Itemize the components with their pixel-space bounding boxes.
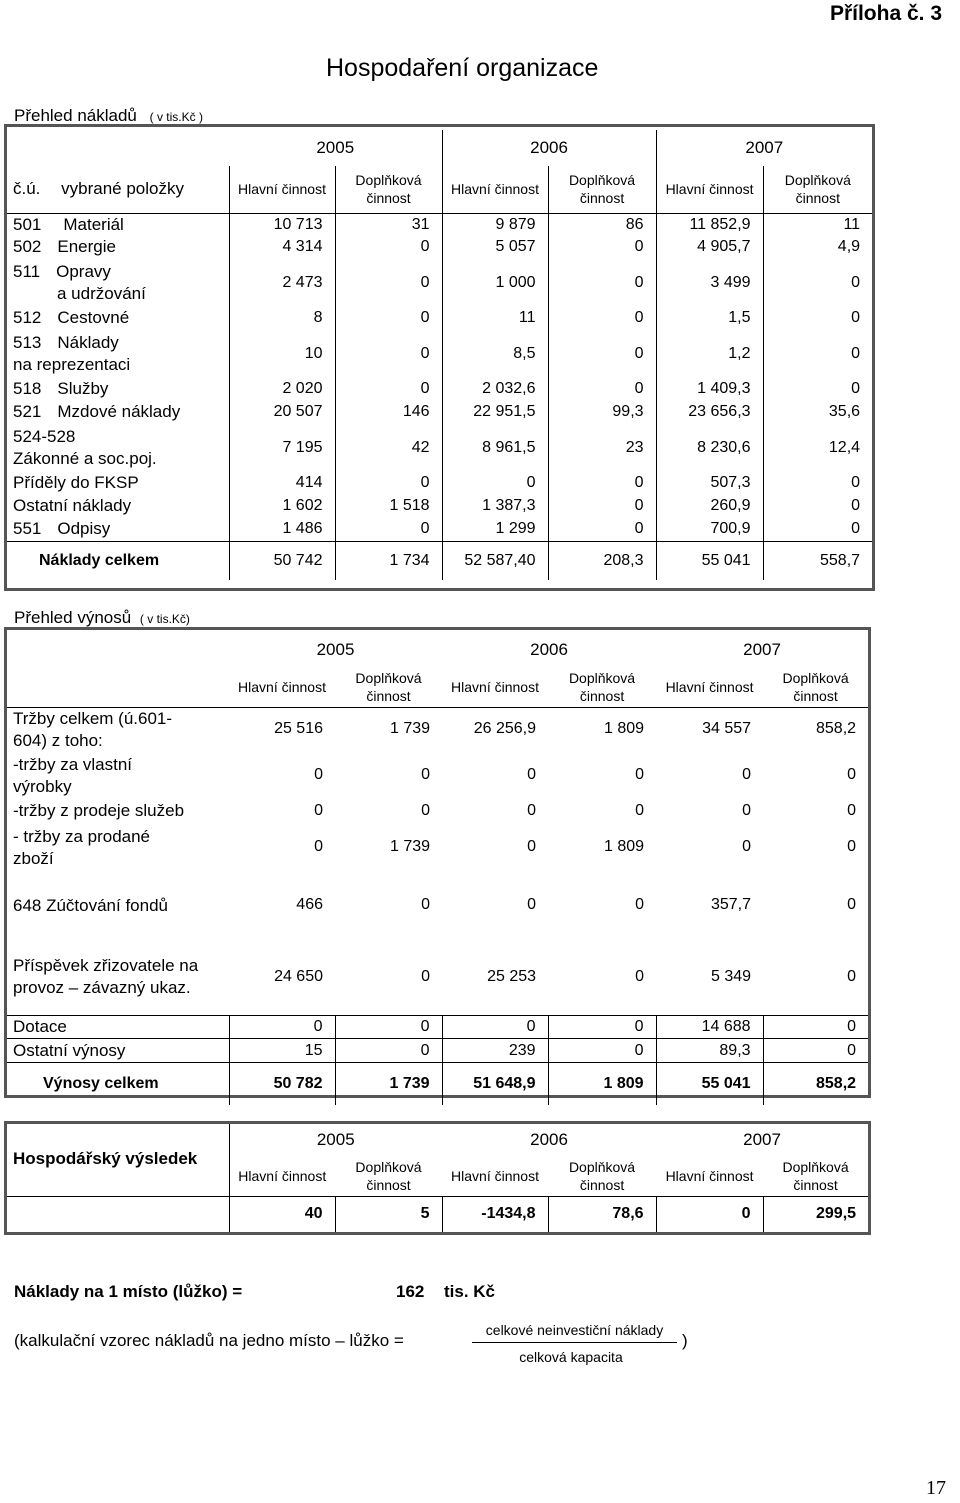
costs-value: 0: [442, 472, 548, 495]
costs-row-line1: [13, 307, 225, 329]
revenue-value: 0: [548, 1016, 656, 1039]
costs-value: 0: [763, 259, 872, 307]
costs-row-line2: Zákonné a soc.poj.: [13, 449, 157, 468]
revenue-value: 24 650: [274, 967, 323, 985]
page-number: 17: [926, 1477, 946, 1499]
costs-year-row: [7, 130, 872, 166]
result-value: 0: [656, 1196, 763, 1232]
costs-value: 0: [548, 307, 656, 330]
costs-value: 22 951,5: [442, 401, 548, 424]
costs-header-row: [7, 166, 872, 213]
formula-prefix: (kalkulační vzorec nákladů na jedno místo – lůžko =: [14, 1331, 404, 1350]
revenue-row-label: [7, 873, 229, 939]
costs-row-text: Materiál: [63, 214, 124, 234]
costs-row-code: 502: [13, 237, 42, 257]
costs-value: 1,2: [656, 330, 763, 378]
revenue-col-main-2006: Hlavní činnost: [451, 678, 539, 695]
costs-value: 1 000: [442, 259, 548, 307]
costs-value: 8 230,6: [656, 424, 763, 472]
costs-row-code: 524-528: [13, 426, 76, 446]
revenue-row: [7, 1016, 868, 1039]
costs-row-code: 513: [13, 332, 42, 352]
revenue-value: 0: [635, 766, 645, 784]
formula-denominator: celková kapacita: [519, 1349, 623, 1365]
revenue-value: 0: [847, 838, 857, 856]
result-col-main-2007: Hlavní činnost: [665, 1167, 754, 1184]
revenue-value: 0: [847, 766, 857, 784]
revenue-row-text: -tržby z prodeje služeb: [13, 801, 185, 821]
revenue-value: 25 516: [274, 720, 323, 738]
costs-value: 0: [548, 236, 656, 259]
costs-year-2005: 2005: [316, 138, 355, 158]
revenue-value: 0: [421, 801, 431, 819]
costs-value: 11 852,9: [656, 213, 763, 236]
revenue-value: 1 739: [389, 720, 431, 738]
revenue-row: [7, 1039, 868, 1063]
costs-row-label: [7, 213, 229, 236]
costs-row-line1: [13, 214, 225, 236]
revenue-value: 0: [847, 896, 857, 914]
result-year-2007: 2007: [743, 1130, 781, 1150]
costs-value: 0: [763, 495, 872, 518]
costs-row: [7, 424, 872, 472]
costs-row-text: Příděly do FKSP: [13, 473, 139, 493]
costs-value: 0: [335, 259, 442, 307]
costs-row-line2: a udržování: [57, 284, 146, 303]
costs-col-main-2007: Hlavní činnost: [656, 166, 763, 213]
revenue-value: 14 688: [656, 1016, 763, 1039]
revenue-row: [7, 823, 868, 873]
revenue-value: 0: [847, 967, 857, 985]
result-value: 299,5: [763, 1196, 868, 1232]
costs-total-label: Náklady celkem: [39, 551, 160, 569]
page-title: Hospodaření organizace: [326, 54, 599, 82]
costs-value: 0: [763, 307, 872, 330]
revenue-value: 15: [229, 1039, 335, 1063]
costs-value: 4 905,7: [656, 236, 763, 259]
costs-total-value: 52 587,40: [442, 541, 548, 580]
costs-row-label: [7, 330, 229, 378]
costs-row-text: Mzdové náklady: [57, 402, 181, 422]
costs-row-text: Služby: [57, 379, 109, 399]
revenue-value: 26 256,9: [473, 720, 537, 738]
revenue-row: [7, 800, 868, 823]
result-year-row: [7, 1124, 868, 1156]
costs-value: 1 299: [442, 518, 548, 541]
costs-value: 2 020: [229, 378, 335, 401]
revenue-value: 89,3: [656, 1039, 763, 1063]
revenue-unit: ( v tis.Kč): [139, 612, 190, 626]
revenue-year-2007: 2007: [743, 640, 781, 660]
result-col-supp-2005: Doplňková činnost: [355, 1158, 422, 1193]
revenue-col-main-2007: Hlavní činnost: [665, 678, 754, 695]
costs-value: 2 032,6: [442, 378, 548, 401]
revenue-row-label: [7, 800, 229, 823]
revenue-row-text: Tržby celkem (ú.601-604) z toho:: [13, 708, 173, 750]
costs-value: 31: [335, 213, 442, 236]
costs-value: 8,5: [442, 330, 548, 378]
costs-row-label: [7, 307, 229, 330]
costs-heading: [14, 106, 203, 126]
costs-value: 11: [763, 213, 872, 236]
revenue-value: 0: [421, 967, 431, 985]
result-value: 5: [335, 1196, 442, 1232]
costs-total-value: 1 734: [335, 541, 442, 580]
revenue-value: 0: [314, 766, 323, 784]
costs-row: [7, 307, 872, 330]
costs-value: 7 195: [229, 424, 335, 472]
costs-value: 2 473: [229, 259, 335, 307]
formula-suffix: ): [682, 1331, 688, 1350]
revenue-value: 1 739: [389, 838, 431, 856]
costs-total-value: 208,3: [548, 541, 656, 580]
costs-row: [7, 330, 872, 378]
revenue-header-row: [7, 667, 868, 707]
costs-body: [7, 213, 872, 541]
costs-row-line1: [13, 332, 225, 354]
revenue-row-text: 648 Zúčtování fondů: [13, 895, 169, 915]
revenue-row-text: Příspěvek zřizovatele na provoz – závazný ukaz.: [13, 955, 199, 997]
costs-row-label: [7, 472, 229, 495]
costs-row-label: [7, 518, 229, 541]
revenue-value: 0: [742, 766, 752, 784]
result-col-supp-2007: Doplňková činnost: [782, 1158, 849, 1193]
revenue-value: 0: [527, 801, 537, 819]
costs-value: 1 518: [335, 495, 442, 518]
revenue-row-label: [7, 752, 229, 800]
costs-value: 700,9: [656, 518, 763, 541]
costs-row: [7, 401, 872, 424]
costs-value: 11: [442, 307, 548, 330]
revenue-value: 0: [335, 1039, 442, 1063]
costs-value: 5 057: [442, 236, 548, 259]
costs-row-text: Odpisy: [57, 519, 111, 539]
costs-value: 23: [548, 424, 656, 472]
result-col-supp-2006: Doplňková činnost: [568, 1158, 636, 1193]
revenue-total-value: 51 648,9: [442, 1063, 548, 1105]
costs-row-label: [7, 259, 229, 307]
costs-row-label: [7, 495, 229, 518]
revenue-row-label: [7, 823, 229, 873]
revenue-col-supp-2007: Doplňková činnost: [782, 669, 849, 704]
costs-value: 1 387,3: [442, 495, 548, 518]
costs-value: 0: [548, 259, 656, 307]
revenue-value: 0: [548, 1039, 656, 1063]
costs-value: 146: [335, 401, 442, 424]
costs-col-item: [7, 166, 229, 213]
costs-value: 0: [763, 378, 872, 401]
costs-row-label: [7, 424, 229, 472]
costs-row-line1: [13, 426, 225, 448]
revenue-year-row: [7, 633, 868, 667]
costs-value: 0: [548, 330, 656, 378]
costs-row: [7, 472, 872, 495]
costs-value: 1 486: [229, 518, 335, 541]
costs-value: 0: [548, 378, 656, 401]
costs-value: 9 879: [442, 213, 548, 236]
costs-value: 507,3: [656, 472, 763, 495]
costs-col-main-2006: Hlavní činnost: [442, 166, 548, 213]
revenue-value: 25 253: [487, 967, 537, 985]
revenue-value: 0: [442, 1016, 548, 1039]
result-col-main-2005: Hlavní činnost: [238, 1167, 327, 1184]
result-label: Hospodářský výsledek: [7, 1124, 229, 1196]
costs-row-line1: [13, 401, 225, 423]
revenue-row-text: Dotace: [13, 1017, 67, 1037]
costs-row-code: 521: [13, 402, 42, 422]
revenue-value: 0: [635, 967, 645, 985]
costs-value: 35,6: [763, 401, 872, 424]
revenue-row-label: [7, 1039, 229, 1063]
revenue-value: 0: [314, 838, 323, 856]
revenue-value: 858,2: [816, 720, 857, 738]
revenue-total-value: 55 041: [656, 1063, 763, 1105]
revenue-row: [7, 939, 868, 1016]
costs-row-line2: na reprezentaci: [13, 355, 131, 374]
costs-value: 23 656,3: [656, 401, 763, 424]
costs-value: 0: [335, 472, 442, 495]
costs-row-label: [7, 236, 229, 259]
costs-row: [7, 236, 872, 259]
costs-col-supp-2006: Doplňková činnost: [548, 166, 656, 213]
revenue-value: 0: [742, 801, 752, 819]
costs-value: 0: [335, 378, 442, 401]
result-year-2005: 2005: [316, 1130, 355, 1150]
result-value: -1434,8: [442, 1196, 548, 1232]
costs-col-supp-2007: Doplňková činnost: [763, 166, 872, 213]
costs-value: 0: [335, 330, 442, 378]
revenue-value: 0: [314, 801, 323, 819]
costs-year-2006: 2006: [442, 130, 656, 166]
revenue-row: [7, 752, 868, 800]
costs-row: [7, 213, 872, 236]
formula-numerator: celkové neinvestiční náklady: [485, 1322, 664, 1338]
cost-per-bed-unit: tis. Kč: [444, 1282, 496, 1301]
costs-total-row: [7, 541, 872, 580]
revenue-col-main-2005: Hlavní činnost: [238, 678, 326, 695]
costs-col-items: vybrané položky: [61, 179, 184, 199]
revenue-value: 357,7: [710, 896, 752, 914]
revenue-value: 0: [527, 766, 537, 784]
revenue-total-label: Výnosy celkem: [43, 1074, 159, 1092]
costs-value: 0: [548, 472, 656, 495]
result-table: [7, 1124, 868, 1232]
costs-value: 20 507: [229, 401, 335, 424]
costs-row-line1: [13, 378, 225, 400]
costs-table: [7, 130, 872, 580]
revenue-value: 466: [296, 896, 323, 914]
revenue-row-label: [7, 939, 229, 1016]
costs-value: 0: [763, 518, 872, 541]
revenue-row: [7, 873, 868, 939]
costs-heading-text: Přehled nákladů: [14, 106, 137, 125]
costs-value: 86: [548, 213, 656, 236]
costs-value: 1,5: [656, 307, 763, 330]
costs-value: 260,9: [656, 495, 763, 518]
costs-row-line1: [13, 472, 225, 494]
costs-row: [7, 495, 872, 518]
cost-per-bed-value: 162: [396, 1282, 425, 1301]
costs-col-main-2005: Hlavní činnost: [229, 166, 335, 213]
costs-row: [7, 259, 872, 307]
revenue-total-value: 50 782: [229, 1063, 335, 1105]
costs-col-code: č.ú.: [13, 179, 41, 199]
costs-row-text: Energie: [57, 237, 116, 257]
costs-total-value: 558,7: [763, 541, 872, 580]
revenue-row-label: [7, 1016, 229, 1039]
costs-row-label: [7, 401, 229, 424]
revenue-col-supp-2006: Doplňková činnost: [568, 669, 636, 704]
revenue-total-value: 858,2: [763, 1063, 868, 1105]
costs-value: 1 602: [229, 495, 335, 518]
result-values-row: [7, 1196, 868, 1232]
formula-fraction-bar: [472, 1342, 677, 1343]
revenue-value: 5 349: [710, 967, 752, 985]
costs-value: 10: [229, 330, 335, 378]
revenue-value: 0: [229, 1016, 335, 1039]
costs-row-line1: [13, 495, 225, 517]
revenue-table: [7, 633, 868, 1105]
costs-value: 0: [335, 518, 442, 541]
costs-row-text: Opravy: [56, 261, 111, 281]
revenue-row-text: - tržby za prodané zboží: [13, 826, 151, 868]
revenue-value: 0: [527, 838, 537, 856]
revenue-value: 0: [421, 896, 431, 914]
revenue-heading: [14, 608, 190, 628]
revenue-value: 0: [763, 1016, 868, 1039]
revenue-body: [7, 707, 868, 1063]
costs-row-label: [7, 378, 229, 401]
costs-value: 0: [335, 236, 442, 259]
revenue-year-2006: 2006: [530, 640, 568, 660]
result-value: 40: [229, 1196, 335, 1232]
costs-row: [7, 518, 872, 541]
revenue-row: [7, 707, 868, 752]
revenue-row-text: -tržby za vlastní výrobky: [13, 754, 133, 796]
cost-per-bed-label: Náklady na 1 místo (lůžko) =: [14, 1282, 243, 1301]
revenue-value: 0: [742, 838, 752, 856]
revenue-value: 0: [847, 801, 857, 819]
annex-label: Příloha č. 3: [829, 2, 942, 25]
revenue-value: 34 557: [702, 720, 752, 738]
costs-row-line1: [13, 518, 225, 540]
costs-value: 0: [335, 307, 442, 330]
revenue-row-label: [7, 707, 229, 752]
costs-total-value: 55 041: [656, 541, 763, 580]
result-value: 78,6: [548, 1196, 656, 1232]
revenue-value: 0: [421, 766, 431, 784]
costs-value: 42: [335, 424, 442, 472]
revenue-value: 0: [635, 896, 645, 914]
costs-value: 0: [548, 495, 656, 518]
costs-value: 4,9: [763, 236, 872, 259]
result-col-main-2006: Hlavní činnost: [451, 1167, 539, 1184]
costs-value: 1 409,3: [656, 378, 763, 401]
revenue-value: 0: [635, 801, 645, 819]
costs-row-code: 518: [13, 379, 42, 399]
costs-value: 10 713: [229, 213, 335, 236]
costs-value: 8 961,5: [442, 424, 548, 472]
costs-row-text: Náklady: [57, 332, 119, 352]
revenue-col-supp-2005: Doplňková činnost: [355, 669, 422, 704]
revenue-value: 0: [763, 1039, 868, 1063]
revenue-heading-text: Přehled výnosů: [14, 608, 132, 627]
revenue-value: 239: [442, 1039, 548, 1063]
costs-unit: ( v tis.Kč ): [149, 110, 203, 124]
costs-row-text: Cestovné: [57, 308, 130, 328]
costs-row-code: 551: [13, 519, 42, 539]
costs-value: 0: [763, 330, 872, 378]
costs-value: 0: [763, 472, 872, 495]
revenue-value: 1 809: [603, 720, 645, 738]
revenue-total-value: 1 739: [335, 1063, 442, 1105]
costs-value: 99,3: [548, 401, 656, 424]
costs-row: [7, 378, 872, 401]
costs-year-2007: 2007: [656, 130, 872, 166]
costs-value: 0: [548, 518, 656, 541]
costs-value: 12,4: [763, 424, 872, 472]
costs-row-text: Ostatní náklady: [13, 496, 132, 516]
revenue-value: 0: [335, 1016, 442, 1039]
costs-total-value: 50 742: [229, 541, 335, 580]
costs-row-code: 511: [13, 261, 41, 281]
revenue-total-row: [7, 1063, 868, 1105]
revenue-year-2005: 2005: [316, 640, 355, 660]
revenue-total-value: 1 809: [548, 1063, 656, 1105]
revenue-row-text: Ostatní výnosy: [13, 1040, 126, 1060]
revenue-value: 1 809: [603, 838, 645, 856]
costs-value: 4 314: [229, 236, 335, 259]
result-year-2006: 2006: [530, 1130, 568, 1150]
costs-row-code: 512: [13, 308, 42, 328]
costs-row-code: 501: [13, 214, 42, 234]
costs-col-supp-2005: Doplňková činnost: [335, 166, 442, 213]
costs-row-line1: [13, 261, 225, 283]
costs-value: 8: [229, 307, 335, 330]
costs-value: 414: [229, 472, 335, 495]
costs-row-line1: [13, 236, 225, 258]
costs-value: 3 499: [656, 259, 763, 307]
revenue-value: 0: [527, 896, 537, 914]
